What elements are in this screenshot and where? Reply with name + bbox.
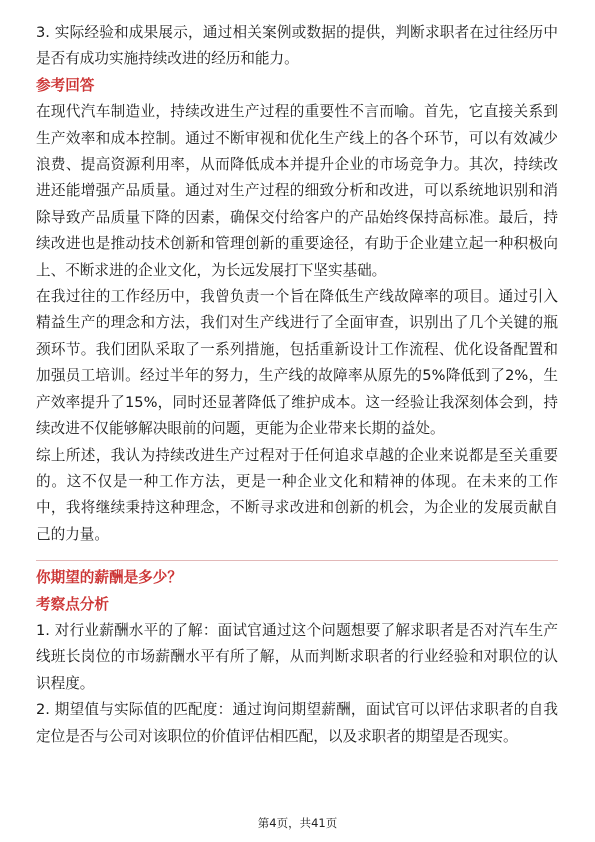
reference-answer-heading: 参考回答 — [36, 76, 95, 94]
analysis-heading: 考察点分析 — [36, 595, 109, 613]
question-heading: 你期望的薪酬是多少？ — [36, 569, 182, 587]
answer-paragraph-3: 综上所述，我认为持续改进生产过程对于任何追求卓越的企业来说都是至关重要的。这不仅是一种工作方法，更是一种企业文化和精神的体现。在未来的工作中，我将继续秉持这种理念，不断寻求改进和创新的机会，为企业的发展贡献自己的力量。 — [36, 446, 558, 543]
page-footer: 第4页，共41页 — [257, 816, 338, 830]
analysis-item-1: 1. 对行业薪酬水平的了解：面试官通过这个问题想要了解求职者是否对汽车生产线班长岗位的市场薪酬水平有所了解，从而判断求职者的行业经验和对职位的认识程度。 — [36, 621, 558, 692]
assessment-item-3: 3. 实际经验和成果展示，通过相关案例或数据的提供，判断求职者在过往经历中是否有成功实施持续改进的经历和能力。 — [36, 24, 558, 68]
section-divider — [36, 560, 558, 561]
document-page — [36, 20, 558, 750]
answer-paragraph-1: 在现代汽车制造业，持续改进生产过程的重要性不言而喻。首先，它直接关系到生产效率和成本控制。通过不断审视和优化生产线上的各个环节，可以有效减少浪费、提高资源利用率，从而降低成本并提升企业的市场竞争力。其次，持续改进还能增强产品质量。通过对生产过程的细致分析和改进，可以系统地识别和消除导致产品质量下降的因素，确保交付给客户的产品始终保持高标准。最后，持续改进也是推动技术创新和管理创新的重要途径，有助于企业建立起一种积极向上、不断求进的企业文化，为长远发展打下坚实基础。 — [36, 103, 558, 279]
analysis-item-2: 2. 期望值与实际值的匹配度：通过询问期望薪酬，面试官可以评估求职者的自我定位是否与公司对该职位的价值评估相匹配，以及求职者的期望是否现实。 — [36, 701, 558, 745]
answer-paragraph-2: 在我过往的工作经历中，我曾负责一个旨在降低生产线故障率的项目。通过引入精益生产的理念和方法，我们对生产线进行了全面审查，识别出了几个关键的瓶颈环节。我们团队采取了一系列措施，包括重新设计工作流程、优化设备配置和加强员工培训。经过半年的努力，生产线的故障率从原先的5%降低到了2%，生产效率提升了15%，同时还显著降低了维护成本。这一经验让我深刻体会到，持续改进不仅能够解决眼前的问题，更能为企业带来长期的益处。 — [36, 288, 558, 438]
